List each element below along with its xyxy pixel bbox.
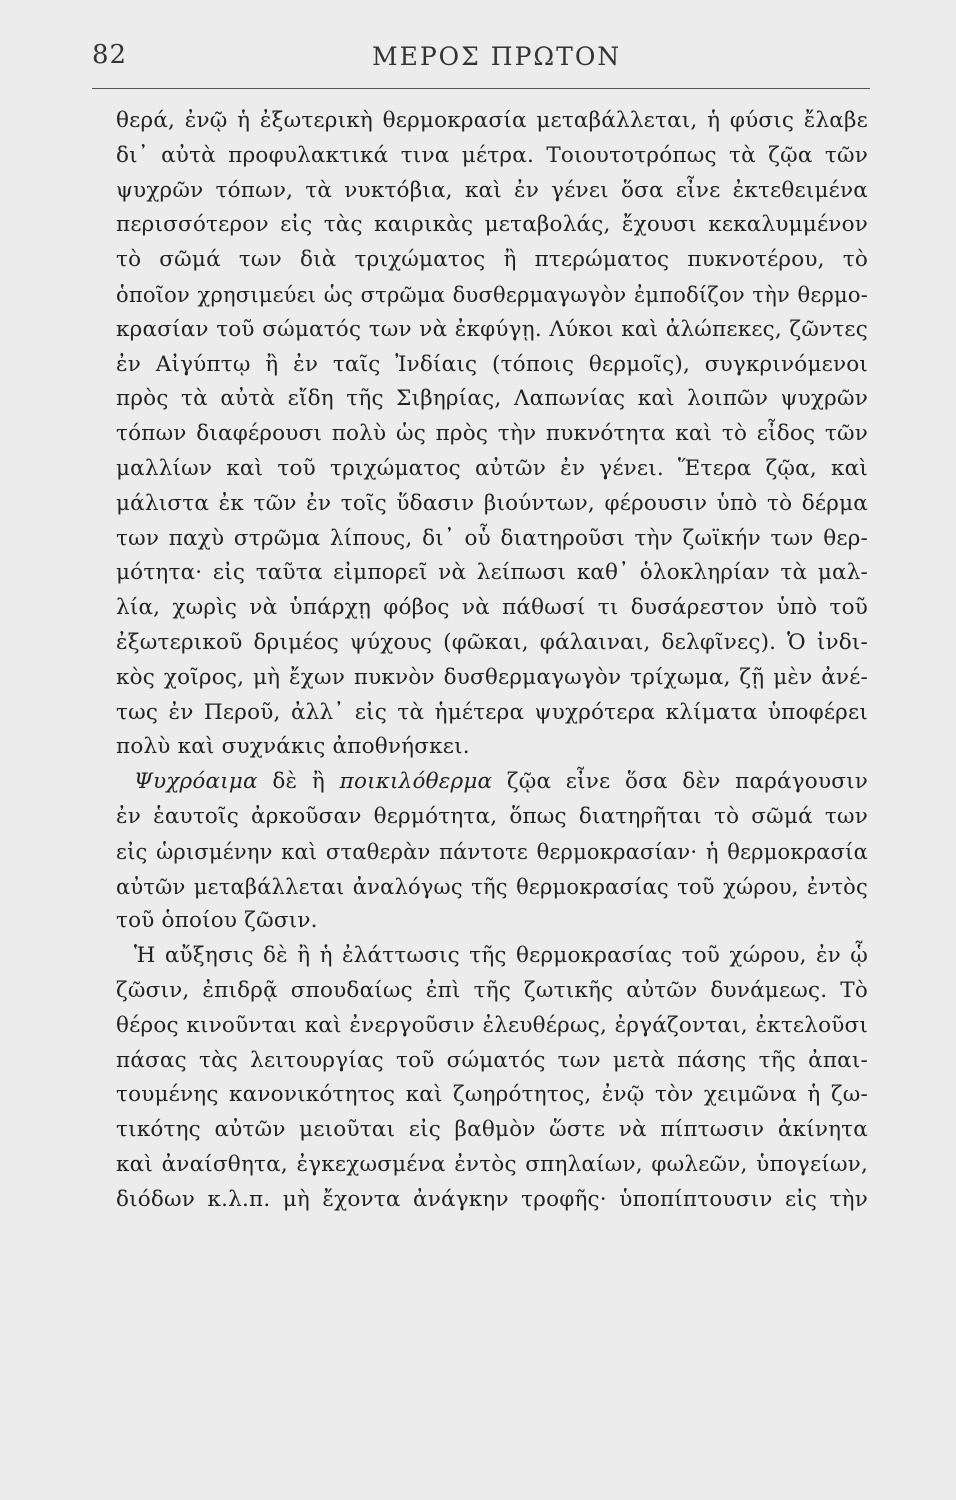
text-line: κρασίαν τοῦ σώματός των νὰ ἐκφύγῃ. Λύκοι καὶ ἀλώπεκες, ζῶντες: [116, 316, 868, 342]
text-line: λία, χωρὶς νὰ ὑπάρχῃ φόβος νὰ πάθωσί τι δυσάρεστον ὑπὸ τοῦ: [116, 595, 868, 621]
text-line: δι᾽ αὐτὰ προφυλακτικά τινα μέτρα. Τοιουτοτρόπως τὰ ζῷα τῶν: [116, 142, 868, 168]
text-line: τικότης αὐτῶν μειοῦται εἰς βαθμὸν ὥστε νὰ πίπτωσιν ἀκίνητα: [116, 1117, 868, 1143]
text-line: εἰς ὡρισμένην καὶ σταθερὰν πάντοτε θερμοκρασίαν· ἡ θερμοκρασία: [116, 839, 868, 864]
page-number: 82: [92, 40, 128, 70]
text-line: ἐν ἑαυτοῖς ἀρκοῦσαν θερμότητα, ὅπως διατηρῆται τὸ σῶμά των: [116, 803, 868, 829]
text-line: τὸ σῶμά των διὰ τριχώματος ἢ πτερώματος πυκνοτέρου, τὸ: [116, 247, 868, 273]
text-line: θέρος κινοῦνται καὶ ἐνεργοῦσιν ἐλευθέρως, ἐργάζονται, ἐκτελοῦσι: [116, 1012, 868, 1038]
text-line: κὸς χοῖρος, μὴ ἔχων πυκνὸν δυσθερμαγωγὸν τρίχωμα, ζῇ μὲν ἀνέ-: [116, 664, 868, 690]
text-run: ζῷα εἶνε ὅσα δὲν παράγουσιν: [492, 769, 868, 795]
text-line: τουμένης κανονικότητος καὶ ζωηρότητος, ἐνῷ τὸν χειμῶνα ἡ ζω-: [116, 1082, 868, 1108]
text-line: αὐτῶν μεταβάλλεται ἀναλόγως τῆς θερμοκρασίας τοῦ χώρου, ἐντὸς: [116, 874, 868, 899]
text-line: μαλλίων καὶ τοῦ τριχώματος αὐτῶν ἐν γένει. Ἕτερα ζῷα, καὶ: [116, 455, 868, 481]
text-run: δὲ ἢ: [257, 769, 340, 795]
text-line: τως ἐν Περοῦ, ἀλλ᾽ εἰς τὰ ἡμέτερα ψυχρότερα κλίματα ὑποφέρει: [116, 699, 868, 725]
header-rule: [92, 88, 870, 89]
text-line: τοῦ ὁποίου ζῶσιν.: [116, 908, 318, 934]
text-line: ἐν Αἰγύπτῳ ἢ ἐν ταῖς Ἰνδίαις (τόποις θερμοῖς), συγκρινόμενοι: [116, 351, 868, 377]
text-line: των παχὺ στρῶμα λίπους, δι᾽ οὗ διατηροῦσι τὴν ζωϊκήν των θερ-: [116, 525, 868, 551]
italic-term: Ψυχρόαιμα: [134, 769, 258, 795]
paragraph-first-line: [116, 765, 868, 800]
text-line: ψυχρῶν τόπων, τὰ νυκτόβια, καὶ ἐν γένει ὅσα εἶνε ἐκτεθειμένα: [116, 177, 868, 203]
text-line: πάσας τὰς λειτουργίας τοῦ σώματός των μετὰ πάσης τῆς ἀπαι-: [116, 1047, 868, 1073]
text-line: ζῶσιν, ἐπιδρᾷ σπουδαίως ἐπὶ τῆς ζωτικῆς αὐτῶν δυνάμεως. Τὸ: [116, 977, 868, 1003]
italic-term: ποικιλόθερμα: [339, 769, 493, 795]
text-line: μάλιστα ἐκ τῶν ἐν τοῖς ὕδασιν βιούντων, φέρουσιν ὑπὸ τὸ δέρμα: [116, 490, 868, 516]
text-line: πρὸς τὰ αὐτὰ εἴδη τῆς Σιβηρίας, Λαπωνίας καὶ λοιπῶν ψυχρῶν: [116, 386, 868, 412]
text-line: θερά, ἐνῷ ἡ ἐξωτερικὴ θερμοκρασία μεταβάλλεται, ἡ φύσις ἔλαβε: [116, 108, 868, 133]
text-line: πολὺ καὶ συχνάκις ἀποθνήσκει.: [116, 734, 470, 760]
text-line: διόδων κ.λ.π. μὴ ἔχοντα ἀνάγκην τροφῆς· ὑποπίπτουσιν εἰς τὴν: [116, 1186, 868, 1212]
text-line: περισσότερον εἰς τὰς καιρικὰς μεταβολάς, ἔχουσι κεκαλυμμένον: [116, 212, 868, 238]
paragraph-first-line: Ἡ αὔξησις δὲ ἢ ἡ ἐλάττωσις τῆς θερμοκρασίας τοῦ χώρου, ἐν ᾧ: [134, 943, 868, 969]
text-line: ἐξωτερικοῦ δριμέος ψύχους (φῶκαι, φάλαιναι, δελφῖνες). Ὁ ἰνδι-: [116, 629, 868, 655]
body-text: [116, 104, 868, 1218]
text-line: ὁποῖον χρησιμεύει ὡς στρῶμα δυσθερμαγωγὸν ἐμποδίζον τὴν θερμο-: [116, 282, 868, 307]
text-line: μότητα· εἰς ταῦτα εἰμπορεῖ νὰ λείπωσι καθ᾽ ὁλοκληρίαν τὰ μαλ-: [116, 560, 868, 586]
running-head: ΜΕΡΟΣ ΠΡΩΤΟΝ: [372, 42, 622, 71]
text-line: καὶ ἀναίσθητα, ἐγκεχωσμένα ἐντὸς σπηλαίων, φωλεῶν, ὑπογείων,: [116, 1151, 868, 1177]
page-header: [92, 40, 870, 86]
text-line: τόπων διαφέρουσι πολὺ ὡς πρὸς τὴν πυκνότητα καὶ τὸ εἶδος τῶν: [116, 421, 868, 447]
